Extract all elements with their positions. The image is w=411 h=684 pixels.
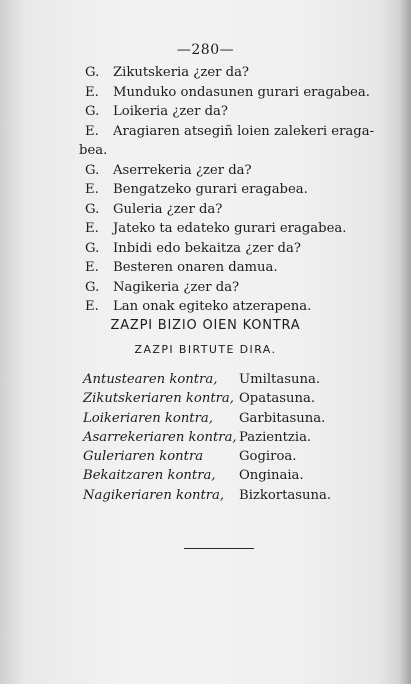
qa-text: Lan onak egiteko atzerapena. <box>113 299 312 314</box>
virtue-label: Opatasuna. <box>239 391 316 407</box>
qa-text: Loikeria ¿zer da? <box>113 104 228 119</box>
qa-line <box>85 219 385 239</box>
qa-line <box>85 200 385 220</box>
vice-label: Bekaitzaren kontra, <box>83 468 216 484</box>
vice-label: Guleriaren kontra <box>83 449 204 465</box>
qa-speaker-letter: E. <box>85 123 99 139</box>
qa-line <box>85 180 385 200</box>
section-subtitle: ZAZPI BIRTUTE DIRA. <box>134 343 277 356</box>
qa-text: Aragiaren atsegiñ loien zalekeri eraga- <box>113 123 375 139</box>
qa-line <box>85 297 385 317</box>
qa-line <box>85 102 385 122</box>
qa-text: Aserrekeria ¿zer da? <box>113 162 252 178</box>
qa-text: Zikutskeria ¿zer da? <box>113 65 249 80</box>
qa-line <box>85 83 385 103</box>
vice-label: Loikeriaren kontra, <box>83 410 213 426</box>
qa-line <box>85 239 385 259</box>
qa-text: Bengatzeko gurari eragabea. <box>113 182 308 197</box>
qa-text-continuation: bea. <box>79 143 108 158</box>
virtue-row <box>83 389 373 408</box>
qa-text: Jateko ta edateko gurari eragabea. <box>113 221 347 236</box>
qa-line <box>85 161 385 181</box>
page-number: —280— <box>176 42 235 58</box>
question-answer-list <box>79 63 385 317</box>
virtue-row <box>83 466 373 485</box>
qa-text: Nagikeria ¿zer da? <box>113 279 240 295</box>
qa-line <box>85 63 385 83</box>
virtue-label: Gogiroa. <box>239 449 297 465</box>
qa-speaker-letter: E. <box>85 182 99 197</box>
virtues-list <box>83 370 373 505</box>
qa-line <box>85 258 385 278</box>
qa-speaker-letter: G. <box>85 104 100 119</box>
virtue-row <box>83 486 373 505</box>
vice-label: Asarrekeriaren kontra, <box>83 429 237 445</box>
vice-label: Nagikeriaren kontra, <box>83 487 225 503</box>
qa-speaker-letter: G. <box>85 240 100 256</box>
qa-speaker-letter: G. <box>85 201 100 217</box>
virtue-label: Garbitasuna. <box>239 410 326 426</box>
qa-speaker-letter: G. <box>85 162 100 178</box>
virtue-row <box>83 447 373 466</box>
qa-line <box>85 278 385 298</box>
virtue-label: Umiltasuna. <box>239 372 321 387</box>
virtue-row <box>83 428 373 447</box>
qa-speaker-letter: E. <box>85 260 99 275</box>
qa-speaker-letter: G. <box>85 279 100 295</box>
virtue-row <box>83 370 373 389</box>
qa-line <box>79 141 385 161</box>
qa-text: Besteren onaren damua. <box>113 260 278 275</box>
virtue-row <box>83 409 373 428</box>
qa-speaker-letter: E. <box>85 84 99 100</box>
qa-line <box>85 122 385 142</box>
qa-speaker-letter: E. <box>85 299 99 314</box>
qa-speaker-letter: E. <box>85 221 99 236</box>
vice-label: Zikutskeriaren kontra, <box>83 391 234 407</box>
virtue-label: Onginaia. <box>239 468 304 484</box>
qa-text: Inbidi edo bekaitza ¿zer da? <box>113 240 301 256</box>
vice-label: Antustearen kontra, <box>83 372 218 387</box>
qa-speaker-letter: G. <box>85 65 100 80</box>
closing-divider <box>184 548 254 549</box>
virtue-label: Pazientzia. <box>239 429 312 445</box>
qa-text: Guleria ¿zer da? <box>113 201 223 217</box>
qa-text: Munduko ondasunen gurari eragabea. <box>113 84 370 100</box>
virtue-label: Bizkortasuna. <box>239 487 332 503</box>
section-title: ZAZPI BIZIO OIEN KONTRA <box>110 318 301 333</box>
